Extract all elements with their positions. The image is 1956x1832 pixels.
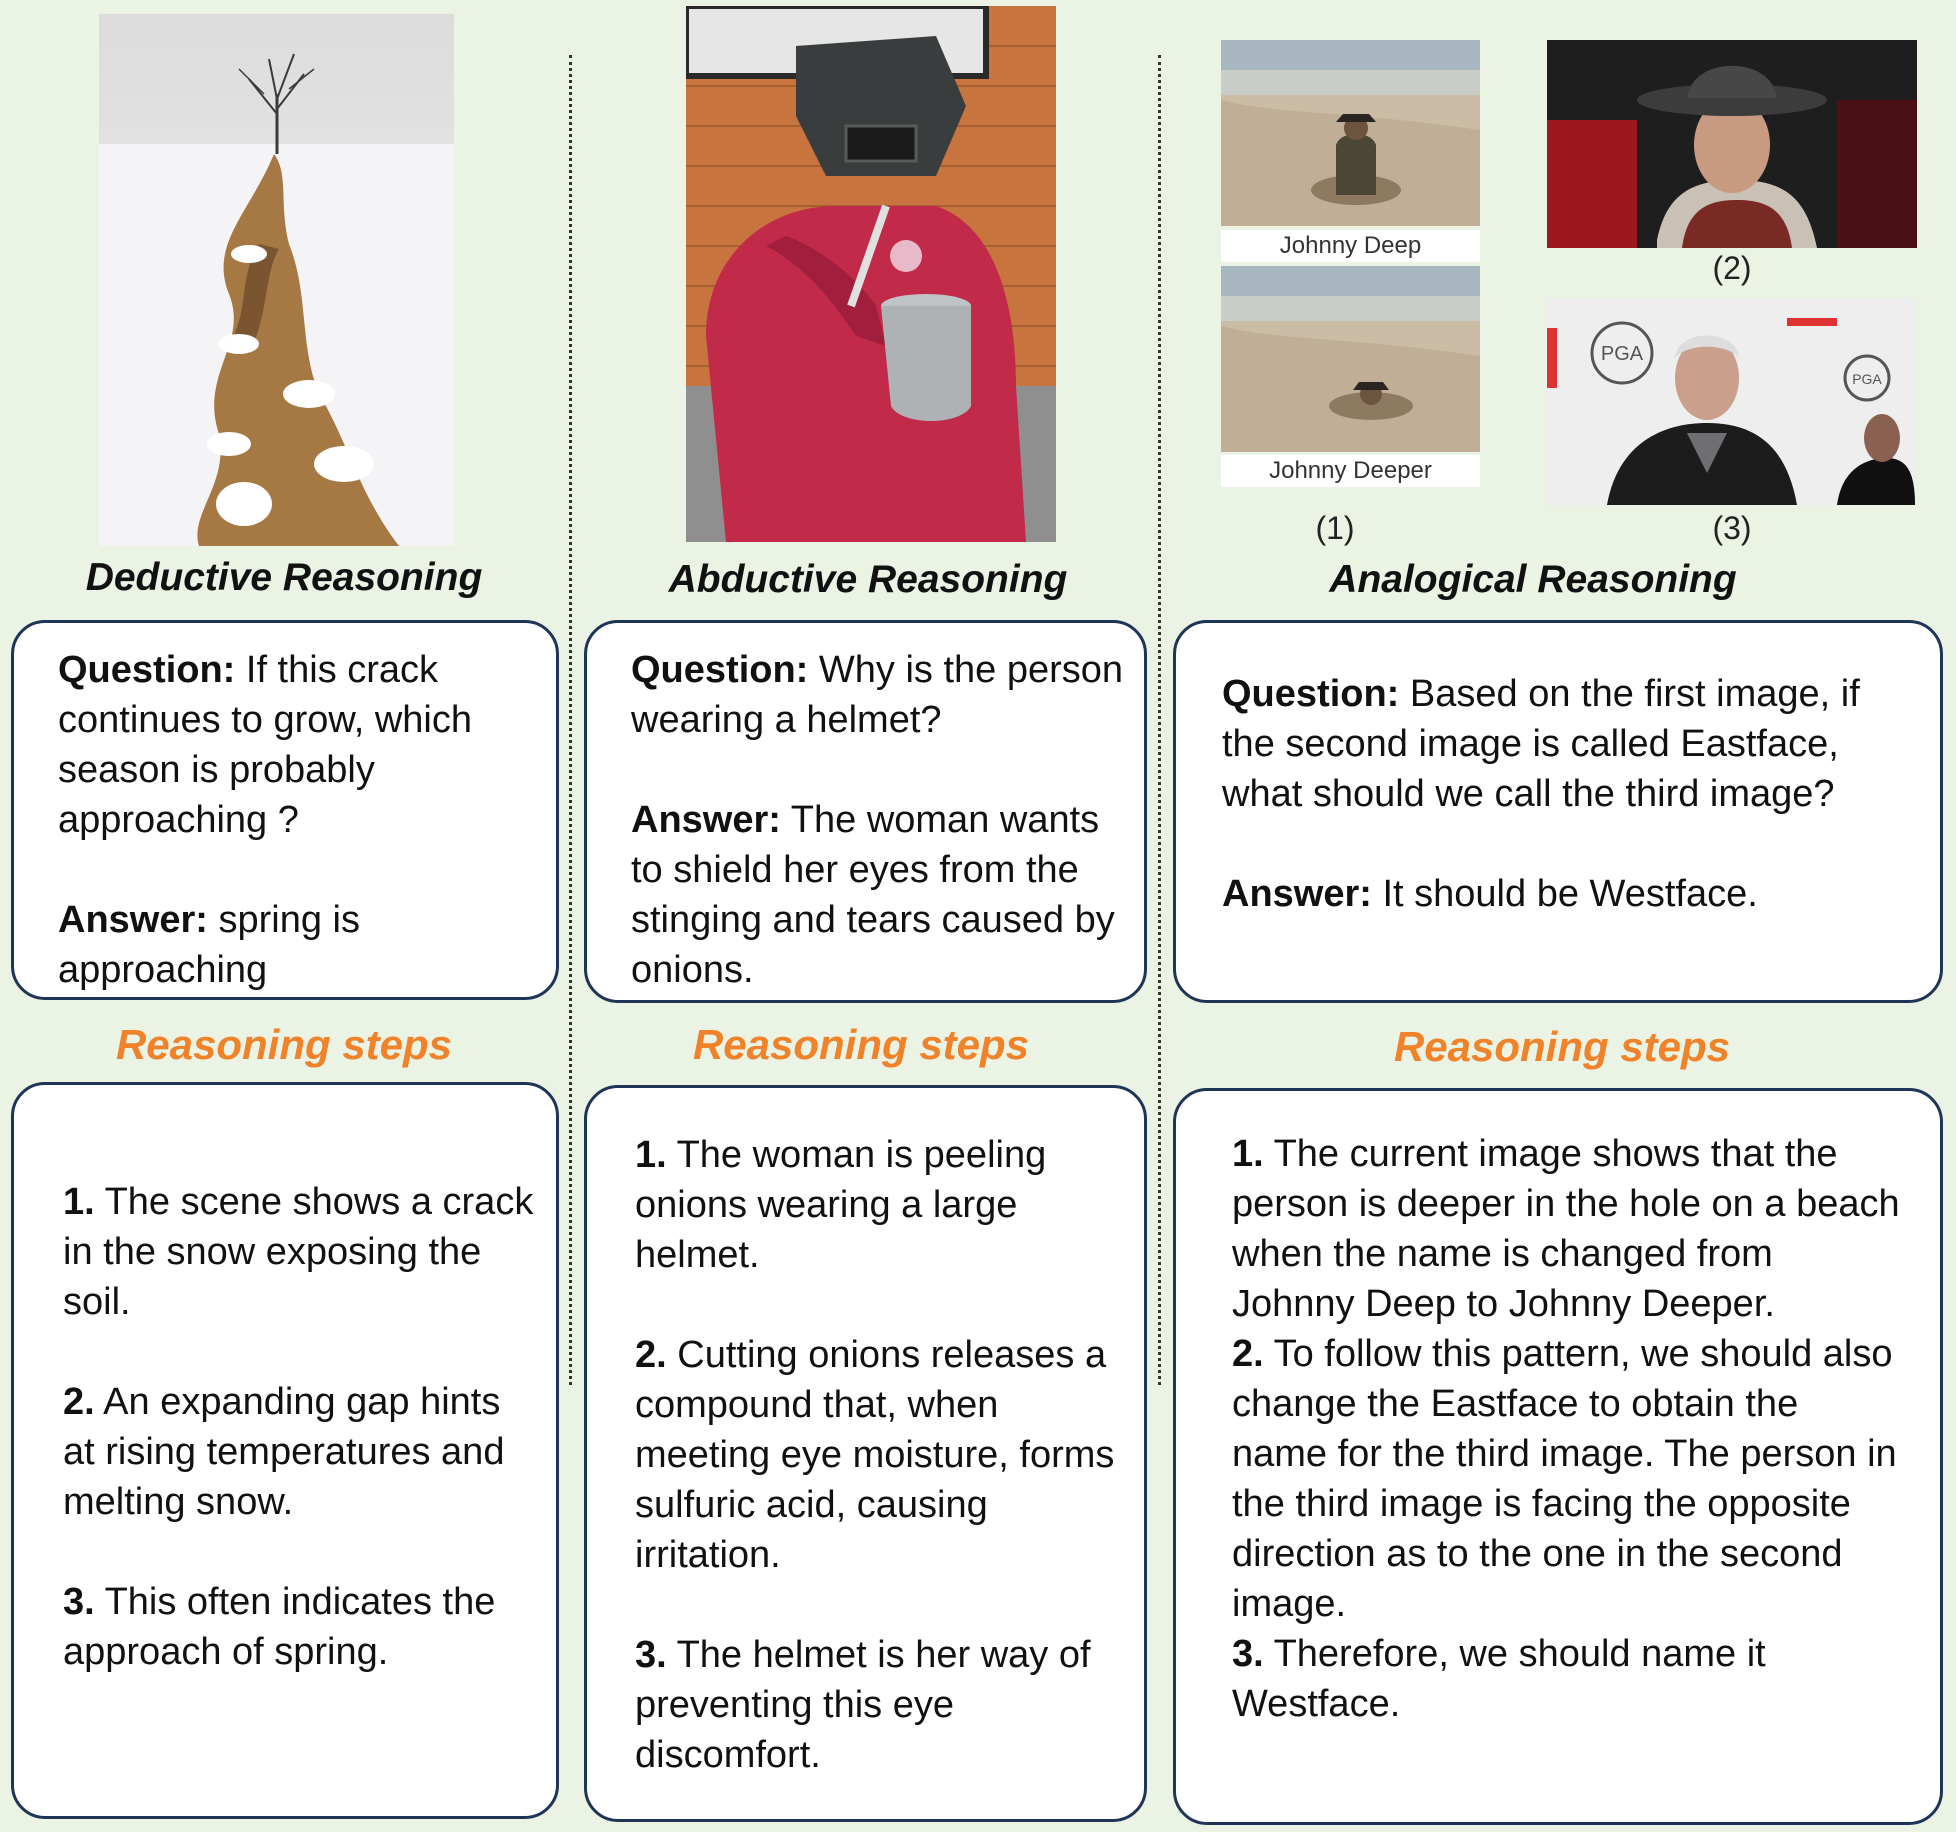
beach-photo-johnny-deeper bbox=[1221, 266, 1480, 452]
column-divider-right bbox=[1158, 55, 1161, 1385]
man-press-event-photo bbox=[1547, 298, 1915, 505]
question-analogical: Question: Based on the first image, if the second image is called Eastface, what should we call the third image? bbox=[1222, 673, 1860, 815]
reasoning-steps-title-deductive: Reasoning steps bbox=[115, 1021, 453, 1068]
question-answer-box-analogical bbox=[1173, 620, 1943, 1003]
image-caption-1: (1) bbox=[1315, 510, 1355, 546]
question-answer-box-deductive bbox=[11, 620, 559, 1000]
question-deductive: Question: If this crack continues to grow, which season is probably approaching ? bbox=[58, 649, 473, 841]
snow-crack-photo bbox=[99, 14, 454, 546]
man-cowboy-hat-photo bbox=[1547, 40, 1917, 248]
reasoning-steps-box-deductive bbox=[11, 1082, 559, 1819]
image-caption-3: (3) bbox=[1712, 510, 1752, 546]
step-1-abductive: 1. The woman is peeling onions wearing a large helmet. bbox=[635, 1134, 1047, 1276]
step-2-analogical: 2. To follow this pattern, we should also change the Eastface to obtain the name for the third image. The person in the third image is facing the opposite direction as to the one in the second image. bbox=[1232, 1333, 1897, 1625]
caption-johnny-deep: Johnny Deep bbox=[1221, 230, 1480, 262]
pga-logo-2: PGA bbox=[1852, 371, 1882, 387]
image-caption-2: (2) bbox=[1712, 250, 1752, 286]
column-divider-left bbox=[569, 55, 572, 1385]
question-answer-box-abductive bbox=[584, 620, 1147, 1003]
reasoning-steps-title-abductive: Reasoning steps bbox=[692, 1021, 1030, 1068]
step-3-abductive: 3. The helmet is her way of preventing this eye discomfort. bbox=[635, 1634, 1091, 1776]
answer-abductive: Answer: The woman wants to shield her eyes from the stinging and tears caused by onions. bbox=[631, 799, 1115, 991]
step-1-analogical: 1. The current image shows that the person is deeper in the hole on a beach when the name is changed from Johnny Deep to Johnny Deeper. bbox=[1232, 1133, 1900, 1325]
beach-photo-johnny-deep bbox=[1221, 40, 1480, 226]
answer-deductive: Answer: spring is approaching bbox=[58, 899, 360, 991]
pga-logo-1: PGA bbox=[1600, 343, 1644, 365]
step-2-deductive: 2. An expanding gap hints at rising temperatures and melting snow. bbox=[63, 1381, 505, 1523]
step-3-analogical: 3. Therefore, we should name it Westface. bbox=[1232, 1633, 1766, 1725]
step-1-deductive: 1. The scene shows a crack in the snow exposing the soil. bbox=[63, 1181, 534, 1323]
question-abductive: Question: Why is the person wearing a helmet? bbox=[631, 649, 1124, 741]
step-2-abductive: 2. Cutting onions releases a compound that, when meeting eye moisture, forms sulfuric acid, causing irritation. bbox=[635, 1334, 1115, 1576]
caption-johnny-deeper: Johnny Deeper bbox=[1221, 455, 1480, 487]
answer-analogical: Answer: It should be Westface. bbox=[1222, 873, 1758, 915]
abductive-reasoning-title: Abductive Reasoning bbox=[668, 558, 1068, 601]
step-3-deductive: 3. This often indicates the approach of spring. bbox=[63, 1581, 496, 1673]
reasoning-steps-title-analogical: Reasoning steps bbox=[1393, 1023, 1731, 1070]
reasoning-steps-box-analogical bbox=[1173, 1088, 1943, 1825]
deductive-reasoning-title: Deductive Reasoning bbox=[85, 556, 483, 599]
helmet-woman-photo bbox=[686, 6, 1056, 542]
reasoning-steps-box-abductive bbox=[584, 1085, 1147, 1822]
analogical-reasoning-title: Analogical Reasoning bbox=[1329, 558, 1737, 601]
